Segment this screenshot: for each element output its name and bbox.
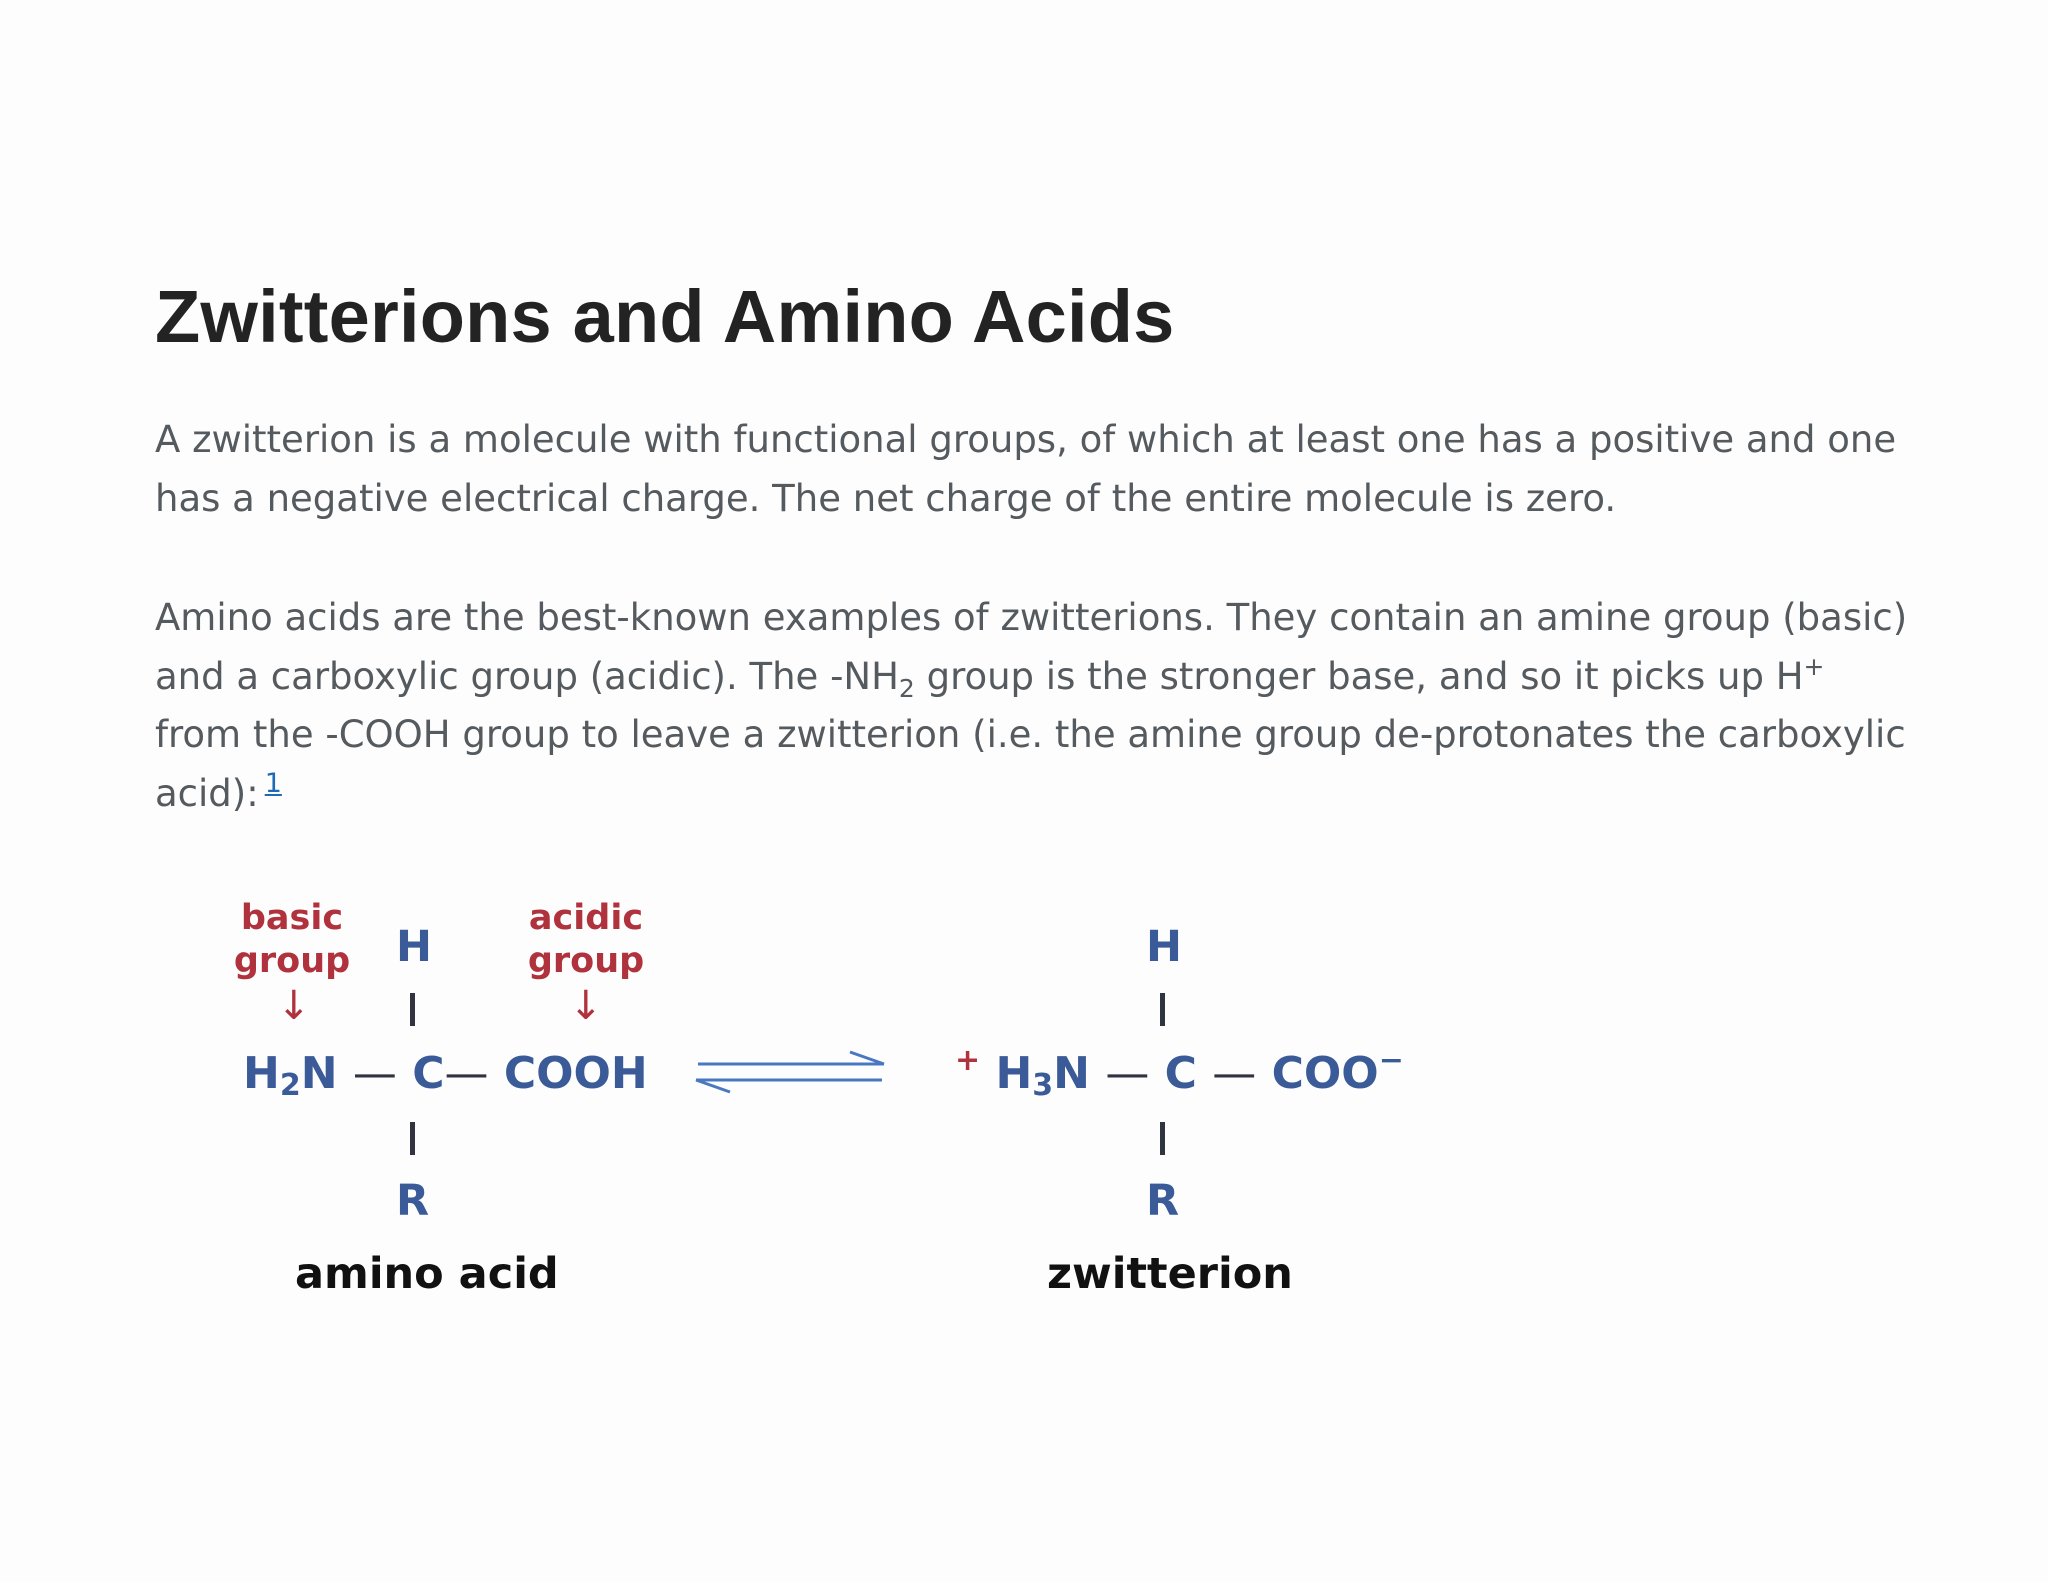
- zwitterion-top-h: H: [1146, 922, 1182, 972]
- amino-acid-top-bond: [410, 993, 415, 1026]
- amino-acid-bottom-bond: [410, 1122, 415, 1155]
- carboxylate-group: COO: [1271, 1048, 1379, 1099]
- zwitterion-caption: zwitterion: [1047, 1249, 1293, 1299]
- amino-acids-paragraph: [155, 589, 1915, 823]
- alpha-carbon: C: [412, 1048, 445, 1099]
- carboxyl-group: COOH: [503, 1048, 648, 1099]
- paragraph-text-2: group is the stronger base, and so it picks up H: [914, 654, 1804, 698]
- amino-acid-bottom-r: R: [396, 1176, 430, 1226]
- negative-charge: −: [1378, 1043, 1404, 1078]
- bond-dash: —: [1105, 1048, 1150, 1099]
- intro-paragraph: A zwitterion is a molecule with functional groups, of which at least one has a positive and one has a negative electrical charge. The net charge of the entire molecule is zero.: [155, 418, 1897, 520]
- amino-acid-backbone: [243, 1048, 648, 1103]
- bond-dash: —: [1212, 1048, 1257, 1099]
- acidic-group-arrow-icon: ↓: [569, 983, 603, 1029]
- amino-acid-caption: amino acid: [295, 1249, 559, 1299]
- positive-charge: +: [955, 1043, 981, 1078]
- acidic-group-label: acidic group: [527, 898, 645, 981]
- paragraph-text-1: Amino acids are the best-known examples of zwitterions. They contain an amine group (basic) and a carboxylic group (acidic). The -NH: [155, 596, 1908, 698]
- page-title: Zwitterions and Amino Acids: [155, 275, 1175, 358]
- amino-acid-top-h: H: [396, 922, 432, 972]
- basic-group-label: basic group: [233, 898, 351, 981]
- zwitterion-backbone: [955, 1043, 1404, 1103]
- zwitterion-top-bond: [1160, 993, 1165, 1026]
- zwitterion-bottom-r: R: [1146, 1176, 1180, 1226]
- basic-group-arrow-icon: ↓: [277, 983, 311, 1029]
- equilibrium-arrows-icon: [690, 1044, 890, 1100]
- ammonium-group: $H_3N$: [995, 1048, 1090, 1103]
- amine-group: $H_2N$: [243, 1048, 338, 1103]
- bond-dash: —: [444, 1048, 489, 1099]
- zwitterion-bottom-bond: [1160, 1122, 1165, 1155]
- bond-dash: —: [352, 1048, 397, 1099]
- footnote-link[interactable]: 1: [264, 767, 282, 799]
- superscript-plus: +: [1803, 651, 1825, 681]
- paragraph-text-3: from the -COOH group to leave a zwitterion (i.e. the amine group de-protonates the carboxylic acid):: [155, 713, 1906, 815]
- subscript-2: 2: [898, 673, 915, 703]
- alpha-carbon: C: [1164, 1048, 1197, 1099]
